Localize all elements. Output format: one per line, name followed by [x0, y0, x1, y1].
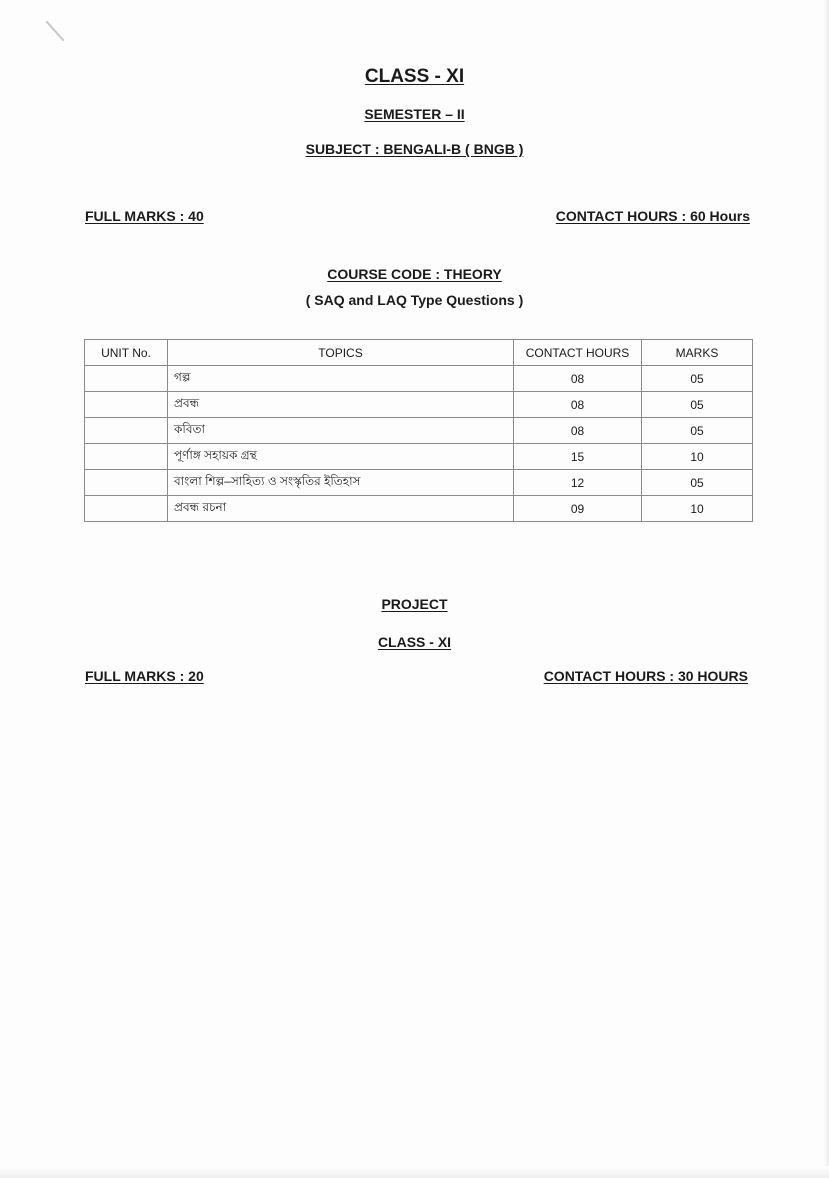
project-heading	[0, 596, 829, 612]
project-full-marks-text: FULL MARKS : 20	[85, 668, 204, 684]
cell-unit	[85, 366, 168, 392]
project-contact-hours-text: CONTACT HOURS : 30 HOURS	[543, 668, 748, 684]
cell-hours: 09	[514, 496, 642, 522]
question-type: ( SAQ and LAQ Type Questions )	[305, 292, 524, 308]
cell-unit	[85, 496, 168, 522]
cell-marks: 05	[642, 366, 753, 392]
cell-unit	[85, 392, 168, 418]
cell-marks: 10	[642, 444, 753, 470]
header-unit-no: UNIT No.	[85, 340, 168, 366]
table-row	[85, 366, 753, 392]
cell-hours: 08	[514, 366, 642, 392]
table-header-row	[85, 340, 753, 366]
project-contact-hours	[544, 668, 748, 684]
cell-topic: প্রবন্ধ রচনা	[168, 496, 514, 522]
table-row	[85, 392, 753, 418]
project-class-heading	[0, 634, 829, 650]
course-code-text: COURSE CODE : THEORY	[327, 266, 502, 282]
cell-topic: বাংলা শিল্প–সাহিত্য ও সংস্কৃতির ইতিহাস	[168, 470, 514, 496]
theory-full-marks-text: FULL MARKS : 40	[85, 208, 204, 224]
semester-text: SEMESTER – II	[364, 106, 465, 122]
project-heading-text: PROJECT	[381, 596, 448, 612]
course-code-heading	[0, 266, 829, 282]
cell-marks: 05	[642, 392, 753, 418]
cell-topic: প্রবন্ধ	[168, 392, 514, 418]
cell-hours: 12	[514, 470, 642, 496]
cell-topic: কবিতা	[168, 418, 514, 444]
scan-artifact	[46, 21, 65, 42]
theory-contact-hours	[556, 208, 750, 224]
table-row	[85, 418, 753, 444]
syllabus-table	[84, 339, 753, 522]
header-topics: TOPICS	[168, 340, 514, 366]
page-bottom-shadow	[0, 1166, 829, 1178]
cell-hours: 08	[514, 418, 642, 444]
cell-unit	[85, 418, 168, 444]
class-title-text: CLASS - XI	[364, 66, 465, 87]
subject-text: SUBJECT : BENGALI-B ( BNGB )	[305, 141, 524, 157]
subject-heading	[0, 141, 829, 157]
cell-unit	[85, 444, 168, 470]
cell-unit	[85, 470, 168, 496]
table-row	[85, 444, 753, 470]
theory-full-marks	[85, 208, 204, 224]
semester-heading	[0, 106, 829, 122]
theory-contact-hours-text: CONTACT HOURS : 60 Hours	[555, 208, 750, 224]
class-title	[0, 66, 829, 88]
cell-hours: 08	[514, 392, 642, 418]
cell-marks: 05	[642, 470, 753, 496]
table-row	[85, 470, 753, 496]
header-contact-hours: CONTACT HOURS	[514, 340, 642, 366]
cell-topic: পূর্ণাঙ্গ সহায়ক গ্রন্থ	[168, 444, 514, 470]
cell-marks: 10	[642, 496, 753, 522]
project-full-marks	[85, 668, 204, 684]
cell-marks: 05	[642, 418, 753, 444]
cell-topic: গল্প	[168, 366, 514, 392]
project-class-text: CLASS - XI	[377, 634, 452, 650]
table-row	[85, 496, 753, 522]
header-marks: MARKS	[642, 340, 753, 366]
cell-hours: 15	[514, 444, 642, 470]
page-edge-shadow	[823, 0, 829, 1178]
